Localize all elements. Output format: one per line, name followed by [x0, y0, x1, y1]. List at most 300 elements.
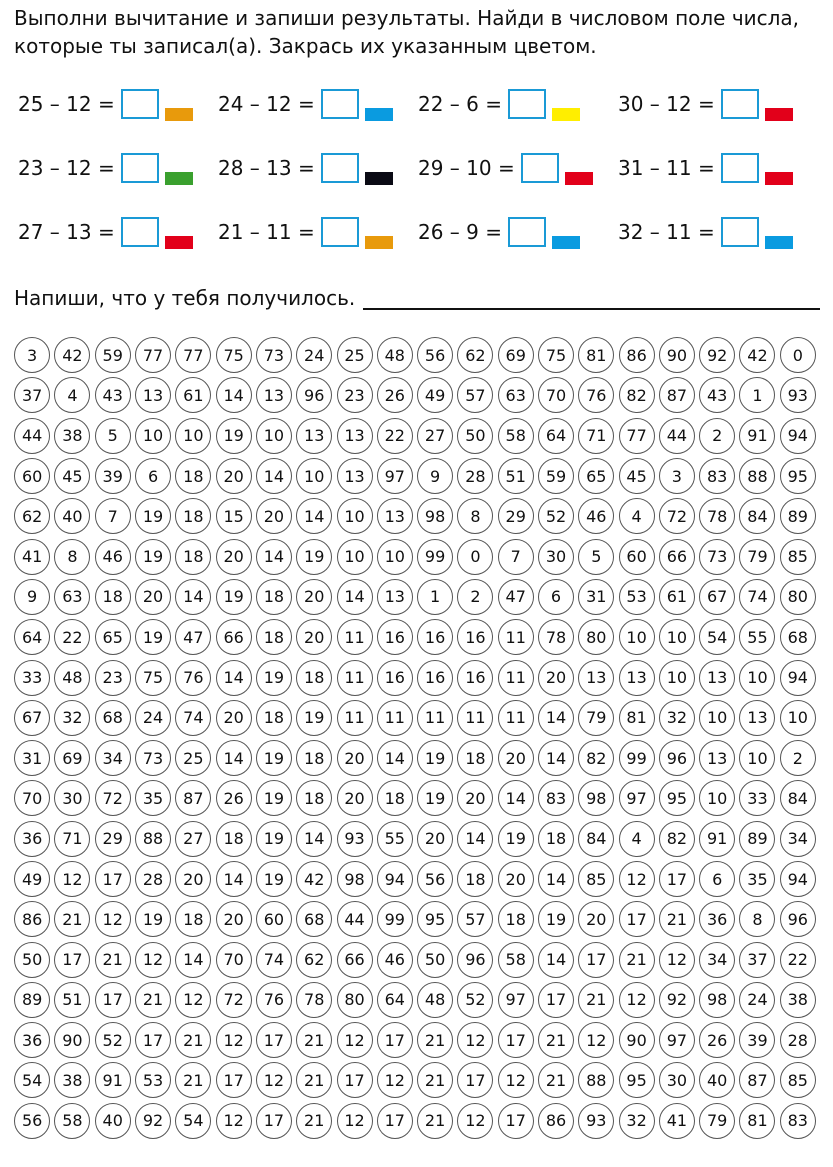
number-circle[interactable]: 65: [578, 458, 614, 494]
number-circle[interactable]: 24: [739, 982, 775, 1018]
number-circle[interactable]: 61: [175, 377, 211, 413]
number-circle[interactable]: 56: [14, 1103, 50, 1139]
number-circle[interactable]: 90: [659, 337, 695, 373]
number-circle[interactable]: 81: [739, 1103, 775, 1139]
number-circle[interactable]: 14: [256, 539, 292, 575]
number-circle[interactable]: 87: [739, 1062, 775, 1098]
number-circle[interactable]: 20: [256, 498, 292, 534]
number-circle[interactable]: 92: [699, 337, 735, 373]
number-circle[interactable]: 42: [739, 337, 775, 373]
number-circle[interactable]: 73: [256, 337, 292, 373]
number-circle[interactable]: 11: [337, 660, 373, 696]
number-circle[interactable]: 45: [619, 458, 655, 494]
number-circle[interactable]: 87: [659, 377, 695, 413]
number-circle[interactable]: 44: [659, 418, 695, 454]
number-circle[interactable]: 49: [417, 377, 453, 413]
number-circle[interactable]: 90: [619, 1022, 655, 1058]
number-circle[interactable]: 19: [296, 539, 332, 575]
number-circle[interactable]: 19: [256, 861, 292, 897]
number-circle[interactable]: 16: [457, 619, 493, 655]
number-circle[interactable]: 30: [538, 539, 574, 575]
number-circle[interactable]: 54: [699, 619, 735, 655]
number-circle[interactable]: 14: [216, 861, 252, 897]
number-circle[interactable]: 30: [54, 780, 90, 816]
number-circle[interactable]: 83: [538, 780, 574, 816]
number-circle[interactable]: 61: [659, 579, 695, 615]
number-circle[interactable]: 14: [538, 700, 574, 736]
number-circle[interactable]: 97: [377, 458, 413, 494]
number-circle[interactable]: 12: [337, 1103, 373, 1139]
number-circle[interactable]: 43: [699, 377, 735, 413]
number-circle[interactable]: 12: [457, 1103, 493, 1139]
number-circle[interactable]: 16: [377, 619, 413, 655]
number-circle[interactable]: 0: [780, 337, 816, 373]
number-circle[interactable]: 55: [377, 821, 413, 857]
number-circle[interactable]: 17: [216, 1062, 252, 1098]
number-circle[interactable]: 18: [377, 780, 413, 816]
number-circle[interactable]: 19: [135, 539, 171, 575]
number-circle[interactable]: 18: [498, 901, 534, 937]
number-circle[interactable]: 29: [498, 498, 534, 534]
number-circle[interactable]: 19: [135, 619, 171, 655]
number-circle[interactable]: 96: [457, 942, 493, 978]
number-circle[interactable]: 2: [699, 418, 735, 454]
number-circle[interactable]: 13: [377, 579, 413, 615]
number-circle[interactable]: 81: [578, 337, 614, 373]
number-circle[interactable]: 85: [780, 539, 816, 575]
number-circle[interactable]: 8: [739, 901, 775, 937]
number-circle[interactable]: 29: [95, 821, 131, 857]
number-circle[interactable]: 42: [54, 337, 90, 373]
number-circle[interactable]: 91: [95, 1062, 131, 1098]
number-circle[interactable]: 32: [659, 700, 695, 736]
number-circle[interactable]: 19: [256, 660, 292, 696]
number-circle[interactable]: 47: [175, 619, 211, 655]
number-circle[interactable]: 10: [175, 418, 211, 454]
number-circle[interactable]: 18: [175, 901, 211, 937]
number-circle[interactable]: 13: [256, 377, 292, 413]
number-circle[interactable]: 4: [619, 498, 655, 534]
number-circle[interactable]: 14: [216, 660, 252, 696]
number-circle[interactable]: 33: [14, 660, 50, 696]
number-circle[interactable]: 68: [780, 619, 816, 655]
number-circle[interactable]: 10: [699, 780, 735, 816]
number-circle[interactable]: 19: [417, 780, 453, 816]
number-circle[interactable]: 95: [619, 1062, 655, 1098]
number-circle[interactable]: 60: [256, 901, 292, 937]
number-circle[interactable]: 14: [498, 780, 534, 816]
number-circle[interactable]: 17: [619, 901, 655, 937]
number-circle[interactable]: 18: [175, 458, 211, 494]
number-circle[interactable]: 53: [619, 579, 655, 615]
number-circle[interactable]: 39: [739, 1022, 775, 1058]
number-circle[interactable]: 69: [498, 337, 534, 373]
number-circle[interactable]: 14: [457, 821, 493, 857]
number-circle[interactable]: 70: [216, 942, 252, 978]
number-circle[interactable]: 14: [175, 579, 211, 615]
number-circle[interactable]: 37: [739, 942, 775, 978]
number-circle[interactable]: 70: [14, 780, 50, 816]
number-circle[interactable]: 44: [337, 901, 373, 937]
number-circle[interactable]: 50: [417, 942, 453, 978]
number-circle[interactable]: 20: [296, 579, 332, 615]
answer-box[interactable]: [721, 217, 759, 247]
number-circle[interactable]: 20: [457, 780, 493, 816]
number-circle[interactable]: 35: [135, 780, 171, 816]
number-circle[interactable]: 48: [54, 660, 90, 696]
number-circle[interactable]: 94: [780, 861, 816, 897]
number-circle[interactable]: 21: [417, 1022, 453, 1058]
number-circle[interactable]: 26: [699, 1022, 735, 1058]
number-circle[interactable]: 20: [578, 901, 614, 937]
number-circle[interactable]: 18: [175, 539, 211, 575]
number-circle[interactable]: 2: [780, 740, 816, 776]
number-circle[interactable]: 20: [538, 660, 574, 696]
number-circle[interactable]: 18: [216, 821, 252, 857]
number-circle[interactable]: 44: [14, 418, 50, 454]
number-circle[interactable]: 30: [659, 1062, 695, 1098]
number-circle[interactable]: 70: [538, 377, 574, 413]
number-circle[interactable]: 66: [337, 942, 373, 978]
number-circle[interactable]: 12: [95, 901, 131, 937]
number-circle[interactable]: 1: [417, 579, 453, 615]
number-circle[interactable]: 85: [780, 1062, 816, 1098]
number-circle[interactable]: 21: [578, 982, 614, 1018]
number-circle[interactable]: 62: [457, 337, 493, 373]
number-circle[interactable]: 12: [619, 982, 655, 1018]
number-circle[interactable]: 26: [377, 377, 413, 413]
number-circle[interactable]: 18: [457, 861, 493, 897]
number-circle[interactable]: 10: [135, 418, 171, 454]
number-circle[interactable]: 33: [739, 780, 775, 816]
number-circle[interactable]: 16: [417, 619, 453, 655]
number-circle[interactable]: 28: [780, 1022, 816, 1058]
number-circle[interactable]: 10: [659, 619, 695, 655]
number-circle[interactable]: 21: [659, 901, 695, 937]
number-circle[interactable]: 21: [296, 1022, 332, 1058]
number-circle[interactable]: 27: [175, 821, 211, 857]
number-circle[interactable]: 52: [95, 1022, 131, 1058]
number-circle[interactable]: 28: [457, 458, 493, 494]
number-circle[interactable]: 75: [216, 337, 252, 373]
number-circle[interactable]: 59: [95, 337, 131, 373]
number-circle[interactable]: 86: [14, 901, 50, 937]
number-circle[interactable]: 83: [699, 458, 735, 494]
answer-box[interactable]: [508, 89, 546, 119]
number-circle[interactable]: 21: [538, 1062, 574, 1098]
number-circle[interactable]: 17: [95, 982, 131, 1018]
number-circle[interactable]: 18: [296, 660, 332, 696]
number-circle[interactable]: 22: [377, 418, 413, 454]
number-circle[interactable]: 14: [296, 821, 332, 857]
number-circle[interactable]: 7: [95, 498, 131, 534]
number-circle[interactable]: 31: [578, 579, 614, 615]
number-circle[interactable]: 17: [337, 1062, 373, 1098]
number-circle[interactable]: 23: [95, 660, 131, 696]
number-circle[interactable]: 14: [377, 740, 413, 776]
number-circle[interactable]: 13: [699, 660, 735, 696]
number-circle[interactable]: 97: [659, 1022, 695, 1058]
number-circle[interactable]: 60: [619, 539, 655, 575]
number-circle[interactable]: 17: [256, 1022, 292, 1058]
number-circle[interactable]: 77: [135, 337, 171, 373]
number-circle[interactable]: 20: [337, 740, 373, 776]
number-circle[interactable]: 64: [377, 982, 413, 1018]
number-circle[interactable]: 97: [619, 780, 655, 816]
number-circle[interactable]: 14: [337, 579, 373, 615]
number-circle[interactable]: 4: [619, 821, 655, 857]
number-circle[interactable]: 36: [699, 901, 735, 937]
number-circle[interactable]: 49: [14, 861, 50, 897]
number-circle[interactable]: 14: [296, 498, 332, 534]
number-circle[interactable]: 94: [780, 660, 816, 696]
number-circle[interactable]: 5: [95, 418, 131, 454]
number-circle[interactable]: 17: [54, 942, 90, 978]
number-circle[interactable]: 17: [498, 1022, 534, 1058]
number-circle[interactable]: 91: [739, 418, 775, 454]
number-circle[interactable]: 75: [538, 337, 574, 373]
number-circle[interactable]: 19: [256, 740, 292, 776]
number-circle[interactable]: 96: [780, 901, 816, 937]
number-circle[interactable]: 18: [175, 498, 211, 534]
number-circle[interactable]: 20: [296, 619, 332, 655]
number-circle[interactable]: 37: [14, 377, 50, 413]
answer-box[interactable]: [721, 89, 759, 119]
number-circle[interactable]: 75: [135, 660, 171, 696]
number-circle[interactable]: 18: [296, 740, 332, 776]
number-circle[interactable]: 94: [780, 418, 816, 454]
number-circle[interactable]: 57: [457, 377, 493, 413]
number-circle[interactable]: 20: [498, 861, 534, 897]
number-circle[interactable]: 52: [457, 982, 493, 1018]
number-circle[interactable]: 86: [538, 1103, 574, 1139]
number-circle[interactable]: 6: [538, 579, 574, 615]
number-circle[interactable]: 20: [216, 539, 252, 575]
number-circle[interactable]: 85: [578, 861, 614, 897]
number-circle[interactable]: 23: [337, 377, 373, 413]
number-circle[interactable]: 19: [498, 821, 534, 857]
number-circle[interactable]: 88: [135, 821, 171, 857]
number-circle[interactable]: 19: [538, 901, 574, 937]
number-circle[interactable]: 98: [337, 861, 373, 897]
number-circle[interactable]: 84: [578, 821, 614, 857]
number-circle[interactable]: 1: [739, 377, 775, 413]
number-circle[interactable]: 80: [337, 982, 373, 1018]
number-circle[interactable]: 74: [175, 700, 211, 736]
number-circle[interactable]: 14: [216, 377, 252, 413]
number-circle[interactable]: 10: [739, 740, 775, 776]
number-circle[interactable]: 78: [538, 619, 574, 655]
number-circle[interactable]: 10: [619, 619, 655, 655]
number-circle[interactable]: 99: [377, 901, 413, 937]
number-circle[interactable]: 2: [457, 579, 493, 615]
number-circle[interactable]: 46: [377, 942, 413, 978]
number-circle[interactable]: 18: [95, 579, 131, 615]
number-circle[interactable]: 64: [14, 619, 50, 655]
number-circle[interactable]: 19: [135, 498, 171, 534]
number-circle[interactable]: 63: [54, 579, 90, 615]
number-circle[interactable]: 27: [417, 418, 453, 454]
number-circle[interactable]: 14: [538, 740, 574, 776]
number-circle[interactable]: 20: [498, 740, 534, 776]
number-circle[interactable]: 22: [54, 619, 90, 655]
number-circle[interactable]: 56: [417, 337, 453, 373]
number-circle[interactable]: 21: [417, 1062, 453, 1098]
number-circle[interactable]: 11: [377, 700, 413, 736]
number-circle[interactable]: 87: [175, 780, 211, 816]
number-circle[interactable]: 68: [296, 901, 332, 937]
number-circle[interactable]: 25: [175, 740, 211, 776]
number-circle[interactable]: 18: [256, 700, 292, 736]
answer-box[interactable]: [721, 153, 759, 183]
number-circle[interactable]: 10: [699, 700, 735, 736]
number-circle[interactable]: 16: [417, 660, 453, 696]
number-circle[interactable]: 62: [296, 942, 332, 978]
number-circle[interactable]: 12: [377, 1062, 413, 1098]
number-circle[interactable]: 20: [216, 700, 252, 736]
number-circle[interactable]: 13: [578, 660, 614, 696]
answer-box[interactable]: [121, 89, 159, 119]
number-circle[interactable]: 92: [135, 1103, 171, 1139]
number-circle[interactable]: 11: [457, 700, 493, 736]
number-circle[interactable]: 11: [498, 700, 534, 736]
number-circle[interactable]: 17: [457, 1062, 493, 1098]
number-circle[interactable]: 83: [780, 1103, 816, 1139]
number-circle[interactable]: 81: [619, 700, 655, 736]
number-circle[interactable]: 95: [659, 780, 695, 816]
number-circle[interactable]: 12: [175, 982, 211, 1018]
number-circle[interactable]: 53: [135, 1062, 171, 1098]
number-circle[interactable]: 4: [54, 377, 90, 413]
number-circle[interactable]: 17: [538, 982, 574, 1018]
number-circle[interactable]: 48: [417, 982, 453, 1018]
number-circle[interactable]: 34: [699, 942, 735, 978]
number-circle[interactable]: 14: [256, 458, 292, 494]
number-circle[interactable]: 14: [216, 740, 252, 776]
number-circle[interactable]: 93: [578, 1103, 614, 1139]
number-circle[interactable]: 54: [14, 1062, 50, 1098]
number-circle[interactable]: 7: [498, 539, 534, 575]
number-circle[interactable]: 10: [337, 539, 373, 575]
number-circle[interactable]: 40: [95, 1103, 131, 1139]
number-circle[interactable]: 16: [457, 660, 493, 696]
number-circle[interactable]: 36: [14, 1022, 50, 1058]
number-circle[interactable]: 50: [14, 942, 50, 978]
number-circle[interactable]: 92: [659, 982, 695, 1018]
result-answer-line[interactable]: [363, 284, 820, 310]
number-circle[interactable]: 17: [498, 1103, 534, 1139]
number-circle[interactable]: 12: [54, 861, 90, 897]
number-circle[interactable]: 95: [417, 901, 453, 937]
number-circle[interactable]: 17: [377, 1022, 413, 1058]
number-circle[interactable]: 34: [780, 821, 816, 857]
number-circle[interactable]: 12: [216, 1022, 252, 1058]
number-circle[interactable]: 79: [578, 700, 614, 736]
number-circle[interactable]: 17: [578, 942, 614, 978]
number-circle[interactable]: 9: [417, 458, 453, 494]
number-circle[interactable]: 13: [135, 377, 171, 413]
number-circle[interactable]: 21: [619, 942, 655, 978]
number-circle[interactable]: 89: [780, 498, 816, 534]
number-circle[interactable]: 11: [417, 700, 453, 736]
number-circle[interactable]: 15: [216, 498, 252, 534]
number-circle[interactable]: 57: [457, 901, 493, 937]
number-circle[interactable]: 58: [498, 942, 534, 978]
number-circle[interactable]: 18: [256, 579, 292, 615]
number-circle[interactable]: 71: [578, 418, 614, 454]
number-circle[interactable]: 91: [699, 821, 735, 857]
number-circle[interactable]: 21: [538, 1022, 574, 1058]
number-circle[interactable]: 56: [417, 861, 453, 897]
number-circle[interactable]: 67: [14, 700, 50, 736]
number-circle[interactable]: 21: [296, 1062, 332, 1098]
number-circle[interactable]: 10: [337, 498, 373, 534]
number-circle[interactable]: 51: [498, 458, 534, 494]
number-circle[interactable]: 31: [14, 740, 50, 776]
number-circle[interactable]: 76: [578, 377, 614, 413]
number-circle[interactable]: 10: [296, 458, 332, 494]
number-circle[interactable]: 19: [256, 821, 292, 857]
number-circle[interactable]: 88: [578, 1062, 614, 1098]
number-circle[interactable]: 19: [216, 579, 252, 615]
number-circle[interactable]: 8: [457, 498, 493, 534]
number-circle[interactable]: 18: [256, 619, 292, 655]
number-circle[interactable]: 17: [95, 861, 131, 897]
number-circle[interactable]: 21: [54, 901, 90, 937]
number-circle[interactable]: 38: [780, 982, 816, 1018]
number-circle[interactable]: 89: [14, 982, 50, 1018]
number-circle[interactable]: 17: [377, 1103, 413, 1139]
number-circle[interactable]: 73: [135, 740, 171, 776]
number-circle[interactable]: 17: [659, 861, 695, 897]
number-circle[interactable]: 21: [95, 942, 131, 978]
number-circle[interactable]: 19: [256, 780, 292, 816]
number-circle[interactable]: 17: [256, 1103, 292, 1139]
number-circle[interactable]: 22: [780, 942, 816, 978]
number-circle[interactable]: 98: [699, 982, 735, 1018]
number-circle[interactable]: 34: [95, 740, 131, 776]
number-circle[interactable]: 32: [619, 1103, 655, 1139]
number-circle[interactable]: 14: [538, 861, 574, 897]
number-circle[interactable]: 11: [337, 619, 373, 655]
number-circle[interactable]: 16: [377, 660, 413, 696]
number-circle[interactable]: 8: [54, 539, 90, 575]
number-circle[interactable]: 77: [619, 418, 655, 454]
number-circle[interactable]: 6: [135, 458, 171, 494]
number-circle[interactable]: 12: [135, 942, 171, 978]
number-circle[interactable]: 12: [457, 1022, 493, 1058]
number-circle[interactable]: 88: [739, 458, 775, 494]
answer-box[interactable]: [321, 217, 359, 247]
answer-box[interactable]: [321, 89, 359, 119]
number-circle[interactable]: 20: [216, 458, 252, 494]
number-circle[interactable]: 64: [538, 418, 574, 454]
number-circle[interactable]: 63: [498, 377, 534, 413]
number-circle[interactable]: 58: [498, 418, 534, 454]
number-circle[interactable]: 17: [135, 1022, 171, 1058]
number-circle[interactable]: 9: [14, 579, 50, 615]
number-circle[interactable]: 12: [498, 1062, 534, 1098]
number-circle[interactable]: 40: [699, 1062, 735, 1098]
number-circle[interactable]: 0: [457, 539, 493, 575]
number-circle[interactable]: 68: [95, 700, 131, 736]
number-circle[interactable]: 21: [175, 1022, 211, 1058]
number-circle[interactable]: 6: [699, 861, 735, 897]
number-circle[interactable]: 11: [498, 619, 534, 655]
number-circle[interactable]: 14: [538, 942, 574, 978]
number-circle[interactable]: 13: [337, 418, 373, 454]
number-circle[interactable]: 20: [337, 780, 373, 816]
